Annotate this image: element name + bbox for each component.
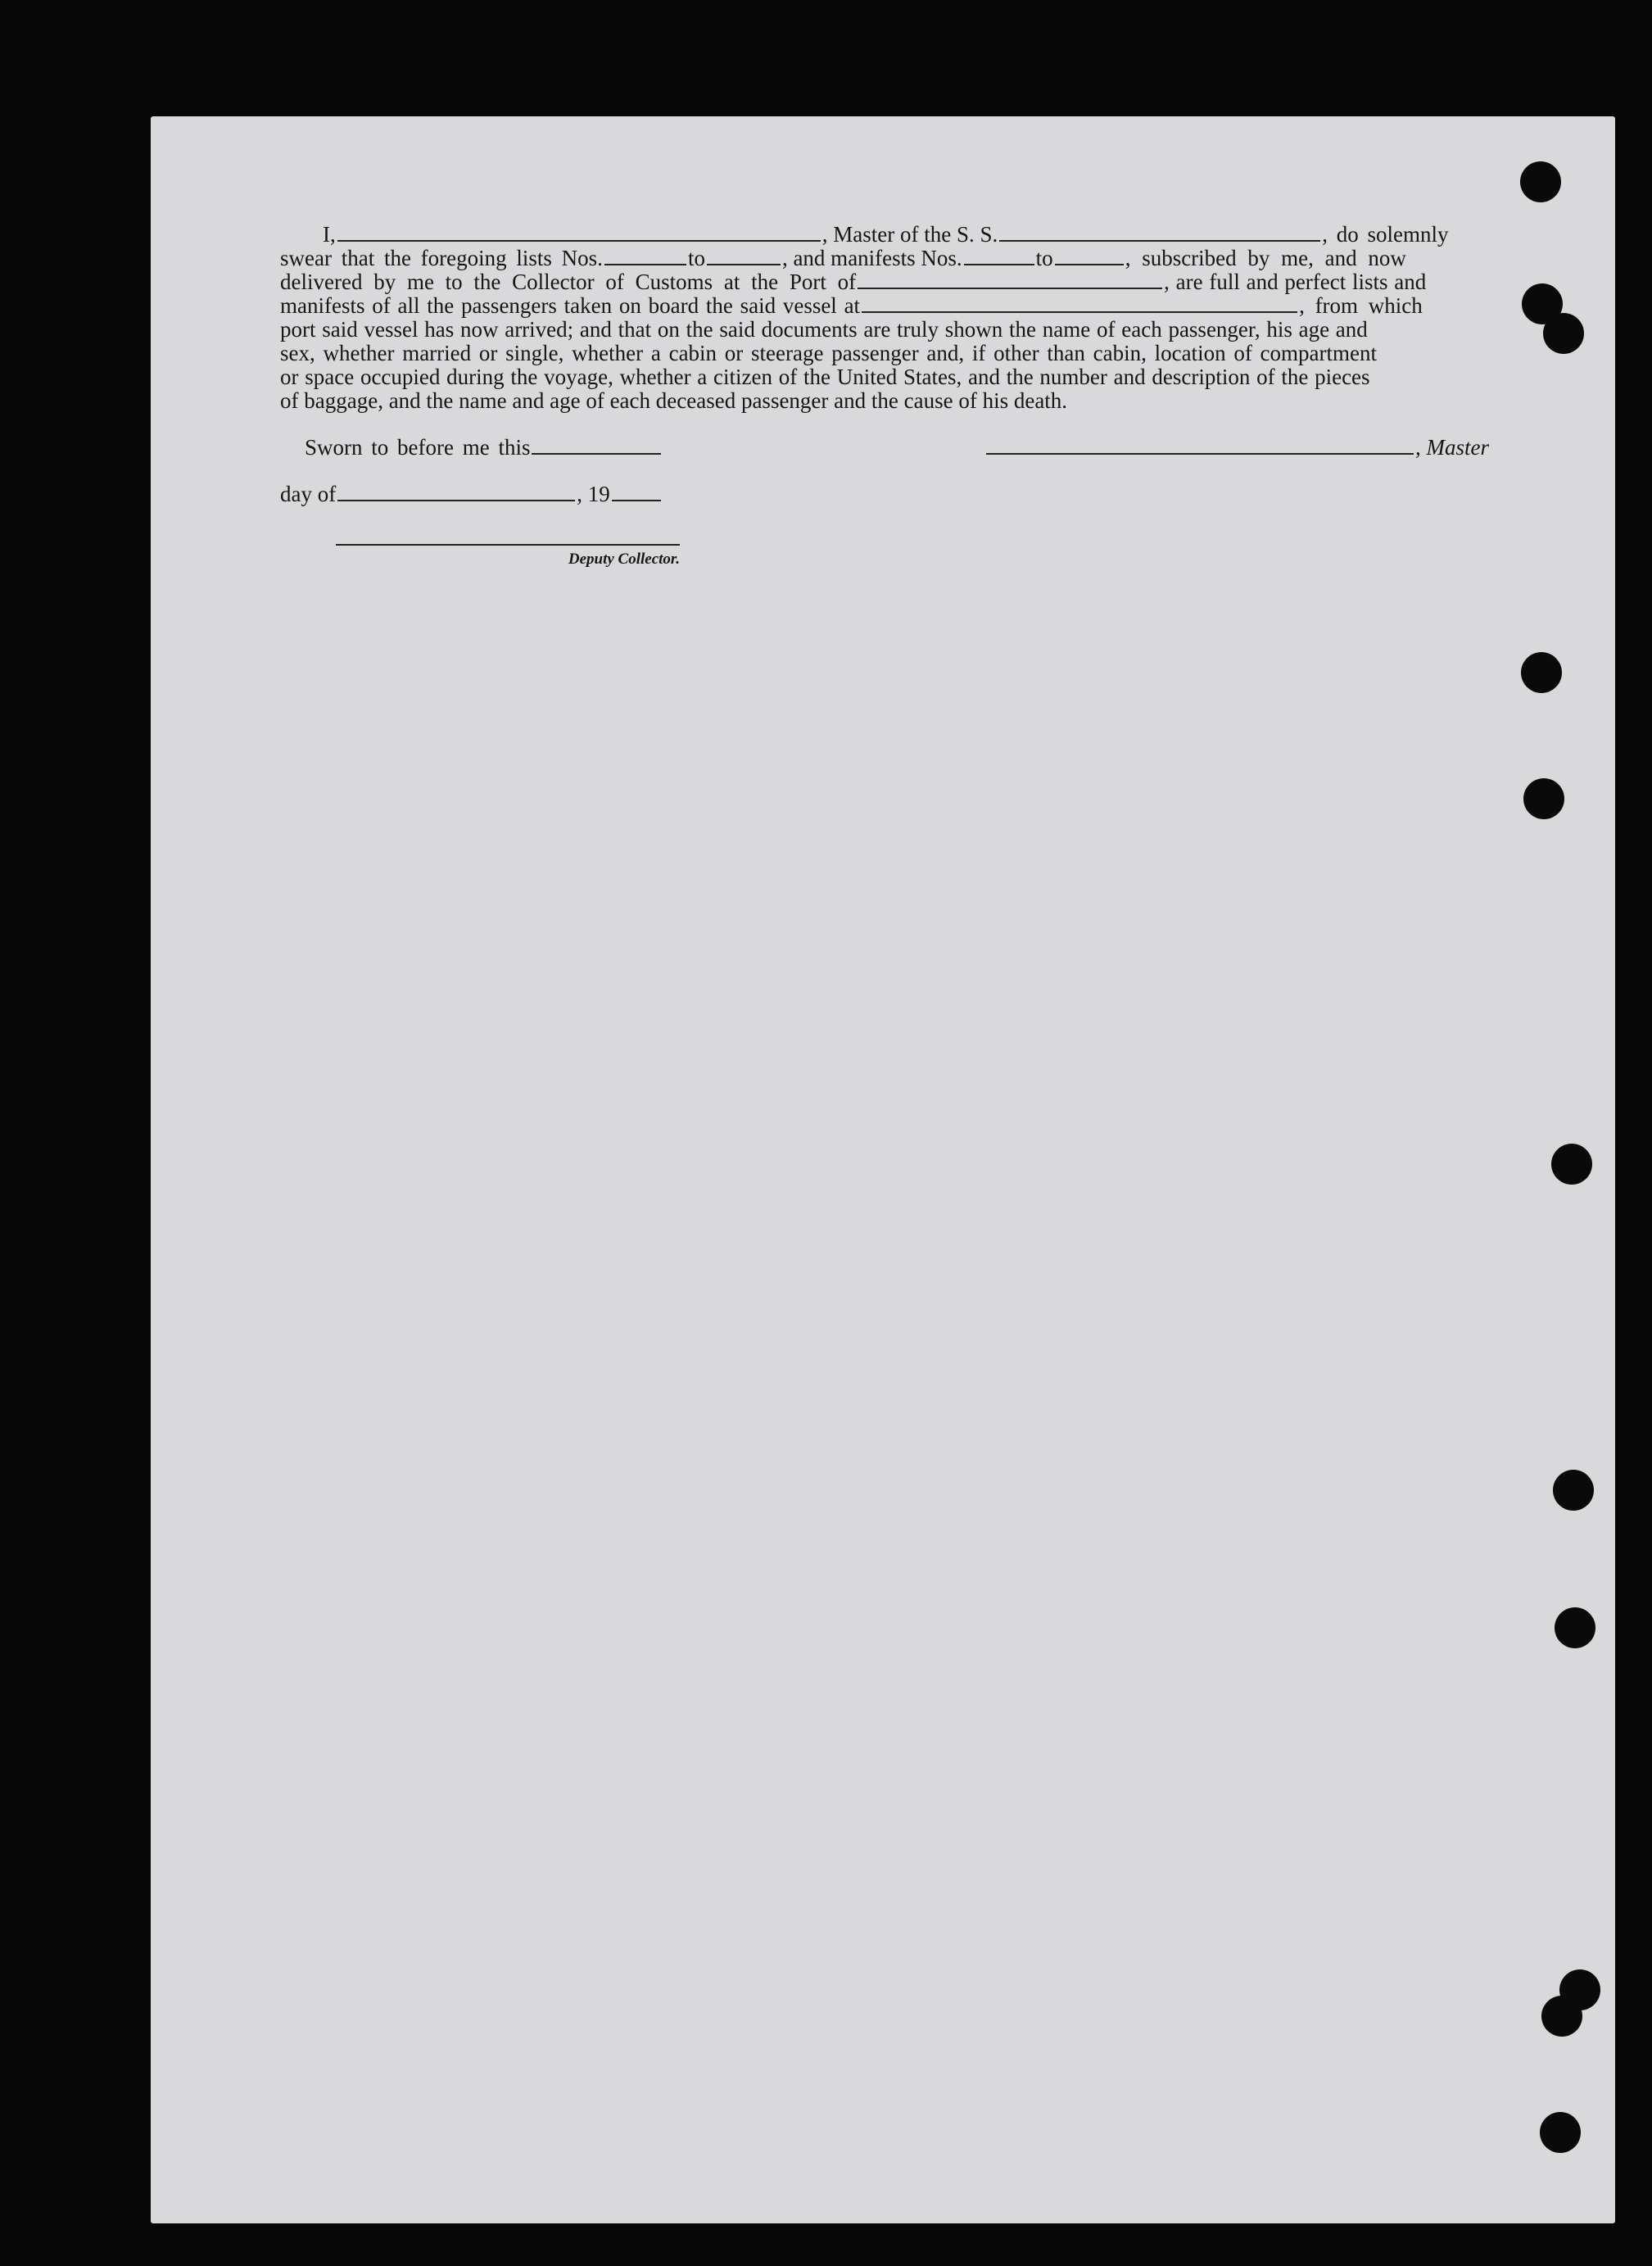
month-field[interactable] <box>337 483 575 501</box>
sworn-row <box>280 435 1489 460</box>
oath-line-6 <box>280 342 1489 365</box>
oath-line-7 <box>280 365 1489 389</box>
punch-hole <box>1541 1996 1582 2037</box>
port-of-arrival-field[interactable] <box>858 271 1162 289</box>
oath-text: manifests of all the passengers taken on board the said vessel at <box>280 293 861 318</box>
deputy-collector-signature-field[interactable] <box>336 544 680 546</box>
oath-line-5 <box>280 318 1489 342</box>
oath-text: , from which <box>1299 293 1423 318</box>
oath-line-8 <box>280 389 1489 413</box>
year-field[interactable] <box>612 483 661 501</box>
oath-line-4 <box>280 294 1489 318</box>
punch-hole <box>1543 313 1584 354</box>
oath-paragraph <box>280 223 1489 413</box>
punch-hole <box>1551 1144 1592 1185</box>
list-from-field[interactable] <box>604 247 686 265</box>
oath-text: , subscribed by me, and now <box>1125 246 1406 270</box>
punch-hole <box>1555 1607 1595 1648</box>
oath-text: sex, whether married or single, whether a cabin or steerage passenger and, if other than cabin, location of compartment <box>280 341 1378 365</box>
manifest-to-field[interactable] <box>1055 247 1124 265</box>
punch-hole <box>1521 652 1562 693</box>
oath-line-3 <box>280 270 1489 294</box>
year-prefix: , 19 <box>577 482 610 506</box>
oath-line-1 <box>280 223 1489 247</box>
ship-name-field[interactable] <box>999 224 1320 242</box>
deputy-collector-label: Deputy Collector. <box>568 551 680 568</box>
oath-text: port said vessel has now arrived; and that on the said documents are truly shown the name of each passenger, his age and <box>280 317 1368 342</box>
punch-hole <box>1520 161 1561 202</box>
oath-text: swear that the foregoing lists Nos. <box>280 246 603 270</box>
oath-text: , Master of the S. S. <box>821 222 998 247</box>
punch-hole <box>1523 778 1564 819</box>
punch-hole <box>1540 2112 1581 2153</box>
manifest-from-field[interactable] <box>964 247 1034 265</box>
master-name-field[interactable] <box>337 224 821 242</box>
sworn-day-field[interactable] <box>532 437 661 455</box>
port-of-departure-field[interactable] <box>862 295 1297 313</box>
oath-text: or space occupied during the voyage, whether a citizen of the United States, and the number and description of the pieces <box>280 365 1370 389</box>
oath-line-2 <box>280 247 1489 270</box>
day-of-label: day of <box>280 482 337 506</box>
sworn-label: Sworn to before me this <box>305 435 531 460</box>
master-label: , Master <box>1415 435 1489 460</box>
master-signature-field[interactable] <box>986 437 1414 455</box>
oath-text: delivered by me to the Collector of Customs at the Port of <box>280 270 857 294</box>
oath-text: to <box>687 246 705 270</box>
oath-text: , and manifests Nos. <box>781 246 962 270</box>
oath-text: to <box>1035 246 1053 270</box>
document-page <box>151 116 1615 2223</box>
list-to-field[interactable] <box>707 247 781 265</box>
oath-text: , are full and perfect lists and <box>1164 270 1427 294</box>
oath-text: of baggage, and the name and age of each deceased passenger and the cause of his death. <box>280 388 1068 413</box>
punch-hole <box>1553 1470 1594 1511</box>
oath-text: , do solemnly <box>1322 222 1449 247</box>
day-of-row <box>280 482 1489 507</box>
oath-text: I, <box>323 222 336 247</box>
